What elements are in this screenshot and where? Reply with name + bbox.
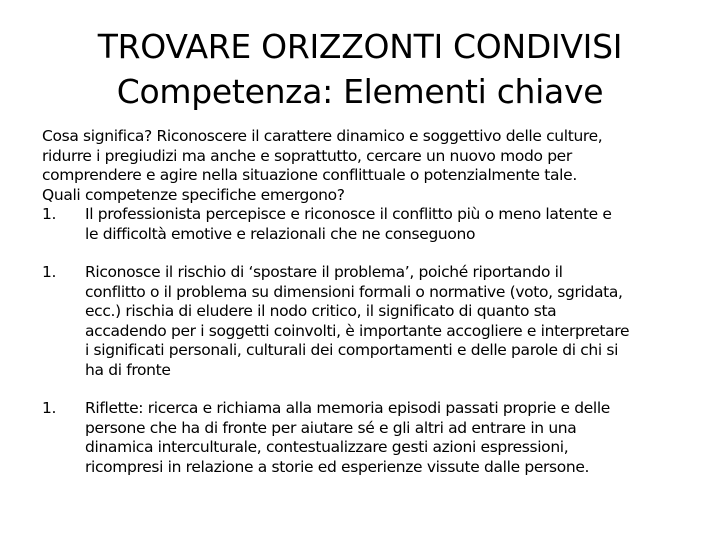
slide-body: [42, 127, 692, 477]
list-item-text: [85, 263, 692, 380]
intro-line: Cosa significa? Riconoscere il carattere dinamico e soggettivo delle culture,: [42, 127, 603, 145]
list-item-line: ha di fronte: [85, 360, 171, 379]
list-item-text: [85, 205, 692, 244]
list-item-line: Riconosce il rischio di ‘spostare il problema’, poiché riportando il: [85, 263, 563, 281]
list-item-number: 1.: [42, 399, 57, 417]
intro-line: ridurre i pregiudizi ma anche e soprattutto, cercare un nuovo modo per: [42, 146, 572, 165]
list-item-line: accadendo per i soggetti coinvolti, è importante accogliere e interpretare: [85, 321, 630, 340]
list-item-line: persone che ha di fronte per aiutare sé e gli altri ad entrare in una: [85, 418, 577, 437]
list-item-line: ricompresi in relazione a storie ed esperienze vissute dalle persone.: [85, 457, 590, 476]
list-item-line: i significati personali, culturali dei comportamenti e delle parole di chi si: [85, 341, 619, 359]
list-item-line: dinamica interculturale, contestualizzare gesti azioni espressioni,: [85, 438, 569, 456]
list-item-line: le difficoltà emotive e relazionali che ne conseguono: [85, 224, 476, 243]
title-line-1: TROVARE ORIZZONTI CONDIVISI: [97, 27, 623, 66]
list-item-number: 1.: [42, 263, 57, 281]
list-item: [42, 263, 692, 380]
title-line-2: Competenza: Elementi chiave: [116, 72, 604, 111]
list-item-line: ecc.) rischia di eludere il nodo critico, il significato di quanto sta: [85, 302, 557, 320]
slide-title: [40, 24, 680, 114]
list-item: [42, 205, 692, 244]
list-item-line: Il professionista percepisce e riconosce il conflitto più o meno latente e: [85, 205, 612, 223]
intro-paragraph: [42, 127, 692, 205]
intro-line: comprendere e agire nella situazione conflittuale o potenzialmente tale.: [42, 166, 577, 184]
list-item: [42, 399, 692, 477]
list-item-line: conflitto o il problema su dimensioni formali o normative (voto, sgridata,: [85, 282, 623, 301]
list-item-text: [85, 399, 692, 477]
intro-line: Quali competenze specifiche emergono?: [42, 185, 345, 204]
list-item-number: 1.: [42, 205, 57, 223]
list-item-line: Riflette: ricerca e richiama alla memoria episodi passati proprie e delle: [85, 399, 610, 417]
